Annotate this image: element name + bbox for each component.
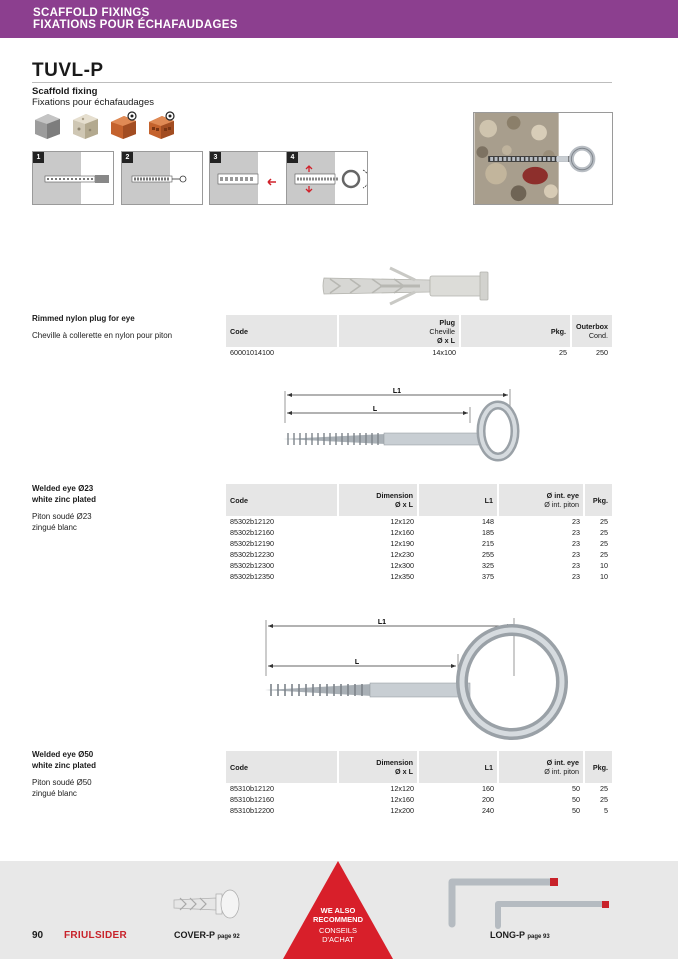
installed-eye-photo [473,112,613,205]
recommend-text-1: WE ALSO [320,906,356,915]
hollow-brick-icon [146,110,176,140]
product-title: TUVL-P [32,60,104,81]
nylon-plug-image [320,266,500,306]
page-number: 90 [32,930,44,941]
eye50-table [226,751,612,816]
recommend-text-2: RECOMMEND [313,915,363,924]
stone-block-icon [70,110,100,140]
eye50-name-fr-2: zingué blanc [32,789,77,798]
eye23-name-fr-2: zingué blanc [32,523,77,532]
col-l1: L1 [418,751,498,783]
table-row: 85310b12160 12x160 200 50 25 [230,795,608,804]
plug-insert-icon [122,152,203,205]
header-title-en: SCAFFOLD FIXINGS [33,7,150,19]
dim-L1: L1 [392,388,402,395]
dim-L1: L1 [377,619,387,626]
col-pkg: Pkg. [584,484,612,516]
welded-eye-23-drawing [280,383,540,479]
table-row: 85302b12160 12x160 185 23 25 [230,528,608,537]
table-row: 85302b12300 12x300 325 23 10 [230,561,608,570]
recommend-text-3: CONSEILS [319,926,357,935]
step-number: 1 [33,152,44,163]
table-row: 60001014100 14x100 25 250 [230,348,608,357]
install-step-2 [121,151,203,205]
col-dimension: Dimension Ø x L [338,751,418,783]
col-code: Code [226,315,338,347]
col-pkg: Pkg. [584,751,612,783]
table-row: 85310b12200 12x200 240 50 5 [230,806,608,815]
table-row: 85302b12190 12x190 215 23 25 [230,539,608,548]
eye23-name-en-2: white zinc plated [32,495,97,504]
table-row: 85302b12230 12x230 255 23 25 [230,550,608,559]
table-row: 85310b12120 12x120 160 50 25 [230,784,608,793]
install-step-1 [32,151,114,205]
col-l1: L1 [418,484,498,516]
col-plug: Plug Cheville Ø x L [338,315,460,347]
dim-L: L [372,406,378,413]
product-subtitle-en: Scaffold fixing [32,86,98,97]
title-divider [32,82,612,83]
concrete-block-icon [32,110,62,140]
eye50-name-en-1: Welded eye Ø50 [32,750,94,759]
solid-brick-icon [108,110,138,140]
cover-p-link[interactable]: COVER-P page 92 [174,930,240,940]
step-number: 2 [122,152,133,163]
eye23-name-fr-1: Piton soudé Ø23 [32,512,92,521]
header-title-fr: FIXATIONS POUR ÉCHAFAUDAGES [33,19,238,31]
col-int-eye: Ø int. eye Ø int. piton [498,751,584,783]
col-pkg: Pkg. [460,315,571,347]
step-number: 4 [287,152,298,163]
table-row: 85302b12120 12x120 148 23 25 [230,517,608,526]
plug-name-en: Rimmed nylon plug for eye [32,314,135,323]
eye23-table [226,484,612,582]
col-code: Code [226,751,338,783]
col-int-eye: Ø int. eye Ø int. piton [498,484,584,516]
install-step-4 [286,151,368,205]
table-row: 85302b12350 12x350 375 23 10 [230,572,608,581]
install-step-3 [209,151,291,205]
plug-set-icon [210,152,291,205]
welded-eye-50-drawing [262,614,582,744]
eye50-name-fr-1: Piton soudé Ø50 [32,778,92,787]
col-code: Code [226,484,338,516]
eye23-name-en-1: Welded eye Ø23 [32,484,94,493]
header-bar [0,0,678,38]
cover-p-image [172,888,244,920]
long-p-image [446,874,616,934]
drill-icon [33,152,114,205]
eye50-name-en-2: white zinc plated [32,761,97,770]
plug-name-fr: Cheville à collerette en nylon pour piton [32,331,173,340]
long-p-link[interactable]: LONG-P page 93 [490,930,550,940]
brand-logo: FRIULSIDER [64,930,127,941]
eye-screw-icon [287,152,368,205]
col-outerbox: Outerbox Cond. [571,315,612,347]
recommend-text-4: D'ACHAT [322,935,354,944]
product-subtitle-fr: Fixations pour échafaudages [32,97,154,108]
dim-L: L [354,659,360,666]
col-dimension: Dimension Ø x L [338,484,418,516]
step-number: 3 [210,152,221,163]
plug-table [226,315,612,358]
